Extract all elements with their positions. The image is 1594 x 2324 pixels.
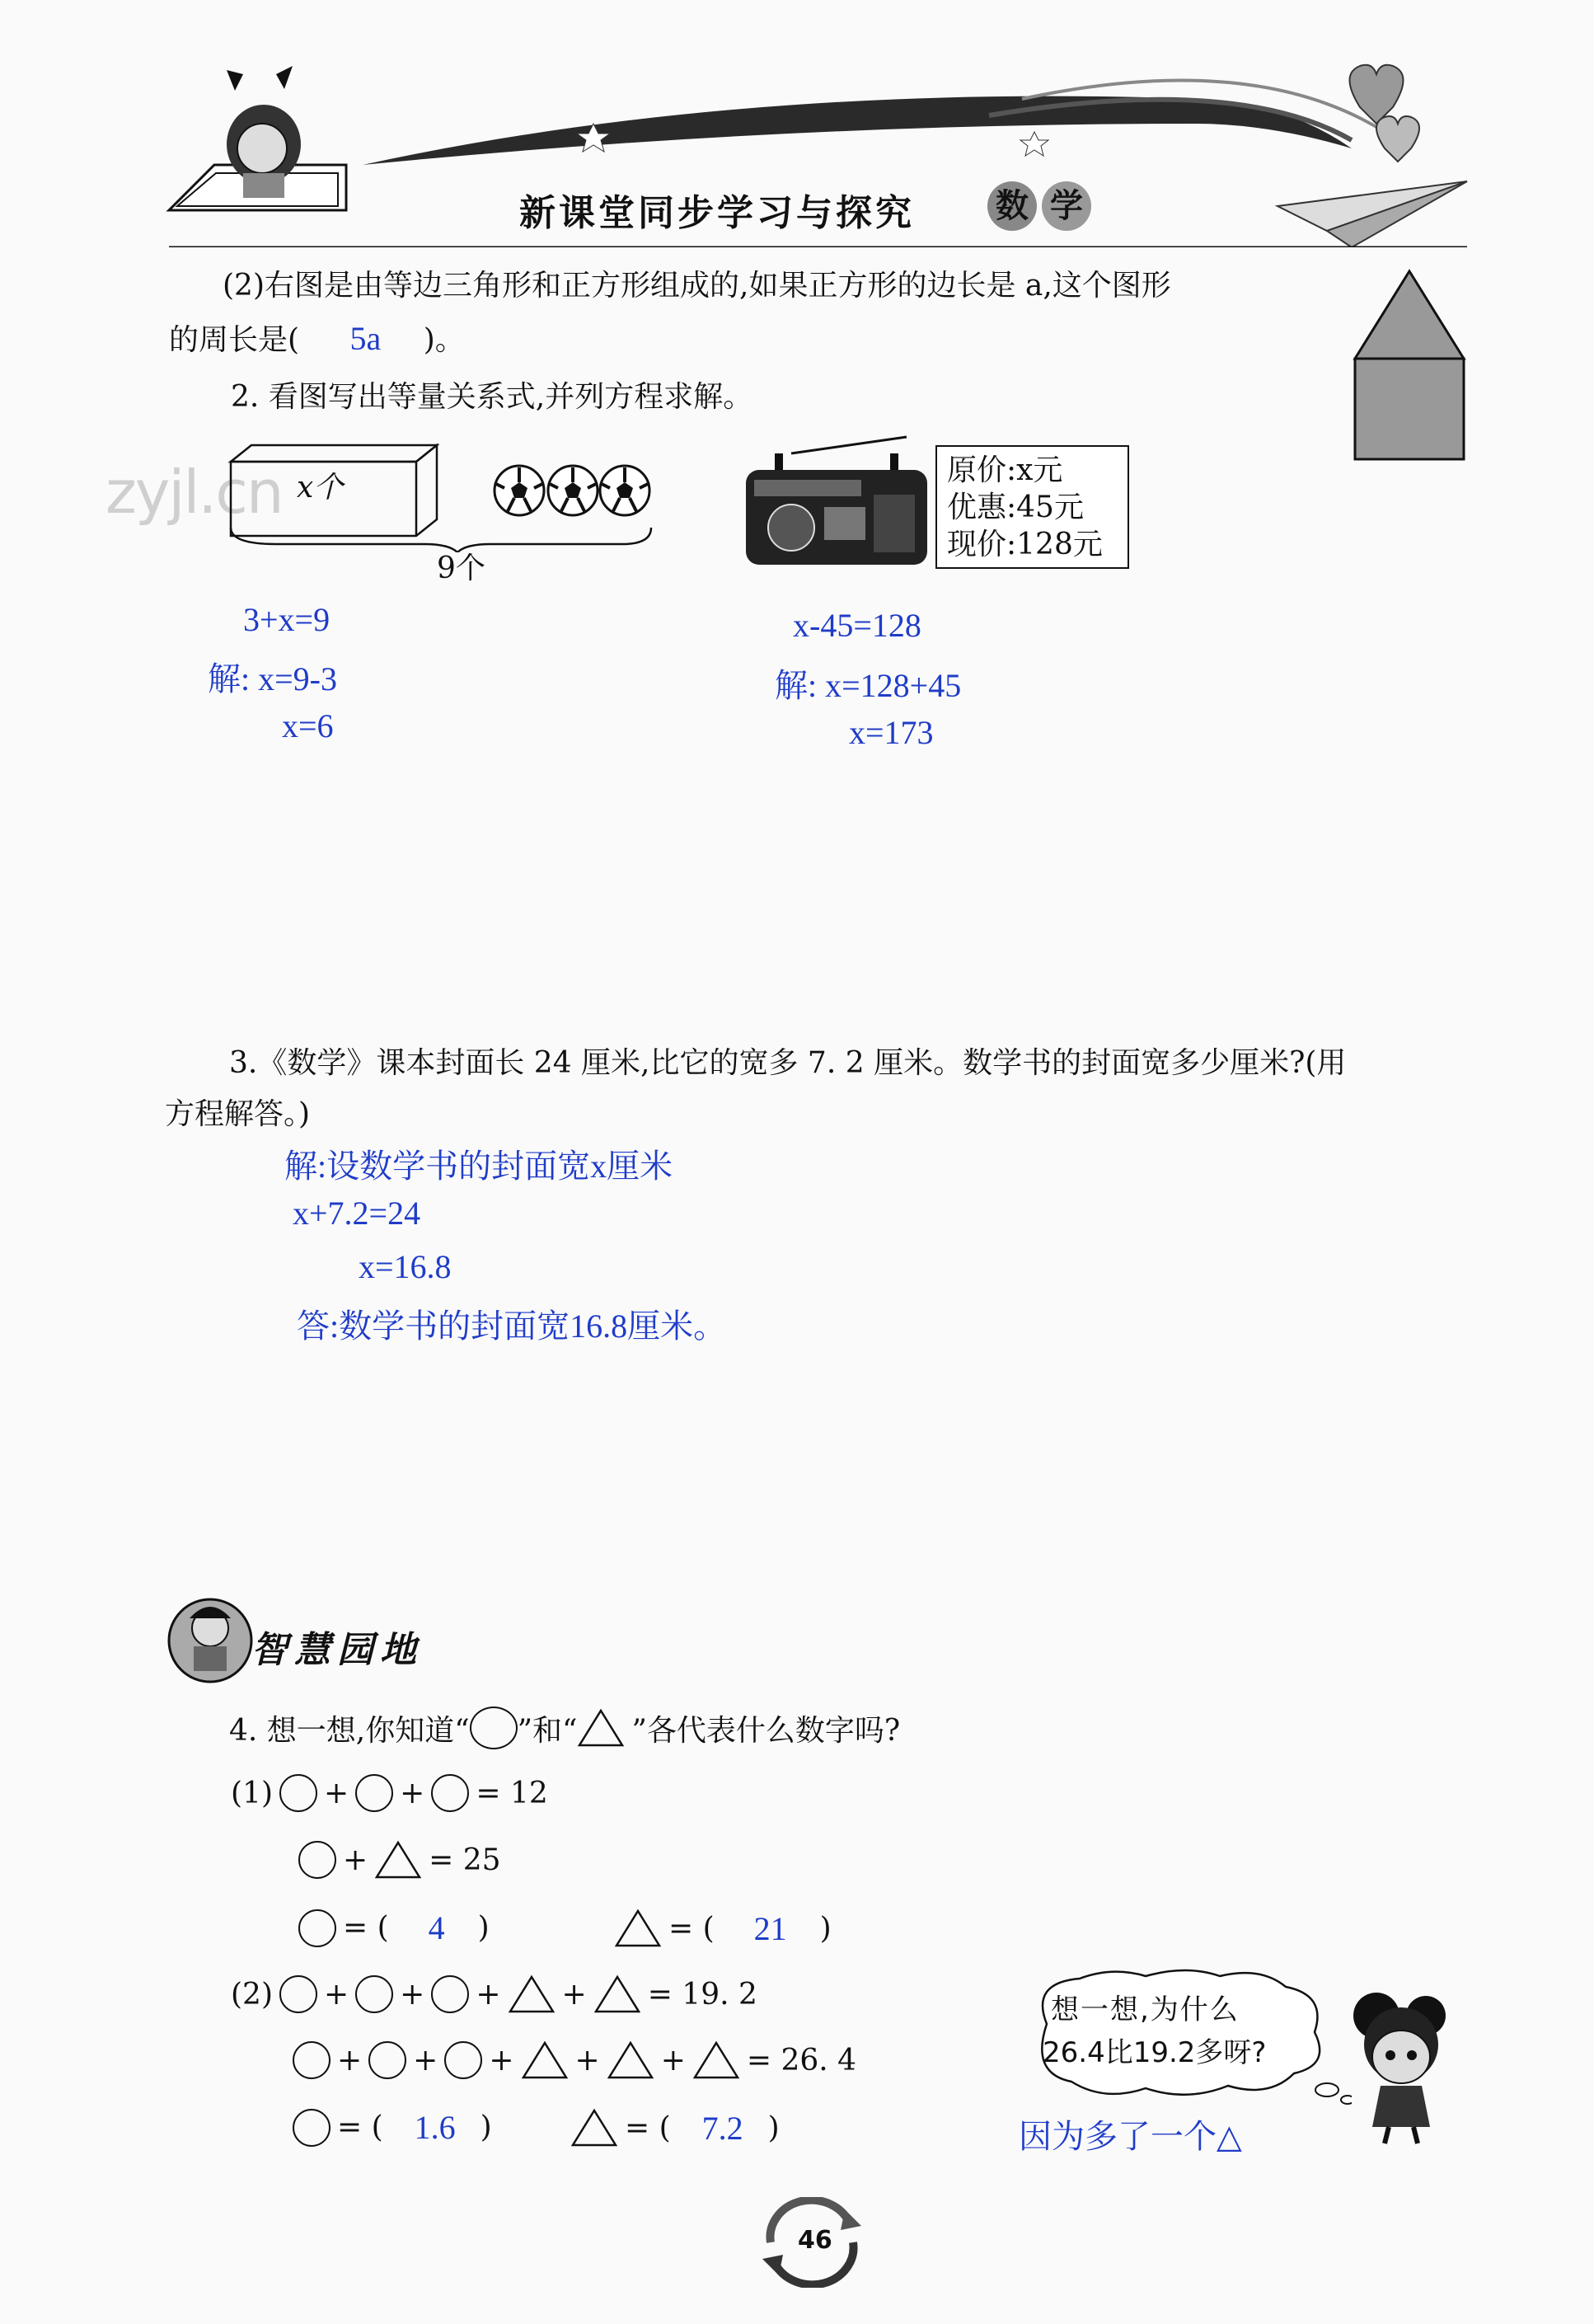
hearts-plane-icon: [1278, 65, 1467, 247]
watermark: zyjl.cn: [105, 458, 283, 527]
triangle-icon: [570, 2108, 618, 2148]
q2-left-answer-2: 解: x=9-3: [208, 660, 337, 697]
q4-p2-eq1-rhs: = 19. 2: [647, 1977, 757, 2012]
plus-sign: +: [476, 1977, 501, 2012]
q4-p1-triangle-answer-row: [614, 1908, 838, 1948]
q2-2-prefix: 的周长是(: [169, 323, 300, 357]
triangle-icon: [593, 1974, 641, 2014]
q2-prompt: 2. 看图写出等量关系式,并列方程求解。: [231, 380, 753, 414]
equals-open: = (: [625, 2110, 671, 2145]
page-header: [0, 0, 1594, 247]
circle-icon: [279, 1774, 317, 1812]
q4-p1-circle-answer: 4: [428, 1909, 445, 1946]
q4-p2-eq2: [293, 2040, 863, 2080]
q2-right-answer-1: x-45=128: [793, 607, 921, 644]
triangle-symbol-icon: [577, 1708, 625, 1748]
plus-sign: +: [413, 2043, 438, 2078]
circle-icon: [368, 2041, 406, 2079]
price-box: [935, 445, 1129, 569]
subject-char-2: 学: [1042, 181, 1091, 231]
triangle-icon: [607, 2040, 654, 2080]
q2-left-answer-3: x=6: [282, 707, 334, 744]
q2-left-answer-1: 3+x=9: [243, 601, 331, 638]
plus-sign: +: [561, 1977, 587, 2012]
plus-sign: +: [324, 1977, 349, 2012]
close-paren: ): [767, 2110, 780, 2145]
plus-sign: +: [489, 2043, 514, 2078]
boy-thinking-icon: [165, 1595, 256, 1686]
plus-sign: +: [574, 2043, 600, 2078]
triangle-icon: [521, 2040, 569, 2080]
q4-p1-eq1: [231, 1774, 555, 1812]
equals-open: = (: [337, 2110, 383, 2144]
q4-p1-eq2: [298, 1840, 508, 1880]
circle-icon: [444, 2041, 482, 2079]
plus-sign: +: [660, 2043, 686, 2078]
equals-open: = (: [668, 1911, 715, 1946]
close-paren: ): [819, 1911, 832, 1946]
circle-icon: [279, 1975, 317, 2013]
subject-badge: [987, 181, 1091, 231]
circle-icon: [431, 1774, 469, 1812]
brace-label: 9个: [437, 552, 485, 585]
bubble-line-2: 26.4比19.2多呀?: [1043, 2036, 1267, 2069]
price-current: 现价:128元: [947, 528, 1103, 561]
soccer-ball-icon: [548, 466, 598, 515]
q3-answer-2: x+7.2=24: [293, 1195, 421, 1232]
plus-sign: +: [343, 1843, 368, 1877]
bubble-answer: 因为多了一个△: [1019, 2118, 1242, 2156]
girl-reading-icon: [169, 66, 346, 210]
equals-open: = (: [343, 1911, 389, 1945]
close-paren: ): [477, 1911, 490, 1945]
q3-line1: 3.《数学》课本封面长 24 厘米,比它的宽多 7. 2 厘米。数学书的封面宽多少厘米?(用: [229, 1046, 1347, 1080]
radio-icon: [742, 429, 931, 569]
plus-sign: +: [400, 1977, 425, 2012]
q4-prompt: [229, 1707, 907, 1749]
triangle-icon: [508, 1974, 556, 2014]
girl-thinking-icon: [1331, 1983, 1463, 2148]
q3-answer-4: 答:数学书的封面宽16.8厘米。: [297, 1308, 727, 1345]
header-title: 新课堂同步学习与探究: [519, 192, 915, 234]
q4-p1-circle-answer-row: [298, 1908, 496, 1947]
q2-2-answer: 5a: [349, 320, 382, 357]
q4-p1-triangle-answer: 21: [753, 1909, 787, 1947]
triangle-icon: [692, 2040, 740, 2080]
close-paren: ): [480, 2110, 492, 2144]
circle-icon: [355, 1975, 393, 2013]
q4-p2-eq2-rhs: = 26. 4: [746, 2043, 857, 2078]
q4-p2-triangle-answer-row: [570, 2108, 786, 2148]
q4-p1-label: (1): [231, 1776, 273, 1810]
q4-p1-eq2-rhs: = 25: [429, 1843, 501, 1877]
q2-right-answer-2: 解: x=128+45: [775, 667, 962, 704]
price-original: 原价:x元: [947, 453, 1063, 487]
subject-char-1: 数: [987, 181, 1037, 231]
soccer-ball-icon: [600, 466, 649, 515]
q4-p2-eq1: [231, 1974, 764, 2014]
q3-answer-3: x=16.8: [359, 1248, 452, 1285]
plus-sign: +: [337, 2043, 363, 2078]
q4-p2-label: (2): [231, 1977, 273, 2012]
q4-prompt-post: ”各代表什么数字吗?: [631, 1713, 901, 1748]
q3-answer-1: 解:设数学书的封面宽x厘米: [284, 1148, 673, 1185]
plus-sign: +: [324, 1776, 349, 1810]
q2-2-line2: [169, 319, 465, 359]
triangle-icon: [374, 1840, 422, 1880]
circle-icon: [298, 1909, 336, 1947]
house-shape-figure: [1352, 268, 1467, 466]
q4-prompt-pre: 4. 想一想,你知道“: [229, 1713, 470, 1748]
section-title: 智慧园地: [251, 1629, 423, 1671]
plus-sign: +: [400, 1776, 425, 1810]
box-balls-figure: [227, 437, 672, 552]
circle-symbol-icon: [470, 1707, 518, 1749]
circle-icon: [293, 2109, 331, 2147]
bubble-line-1: 想一想,为什么: [1051, 1993, 1240, 2026]
circle-icon: [431, 1975, 469, 2013]
q4-p1-eq1-rhs: = 12: [476, 1776, 548, 1810]
q2-2-suffix: )。: [423, 323, 465, 357]
circle-icon: [298, 1841, 336, 1879]
q4-p2-circle-answer-row: [293, 2108, 499, 2147]
triangle-icon: [614, 1908, 662, 1948]
soccer-ball-icon: [495, 466, 544, 515]
q4-p2-circle-answer: 1.6: [414, 2109, 456, 2146]
q2-2-line1: (2)右图是由等边三角形和正方形组成的,如果正方形的边长是 a,这个图形: [223, 269, 1171, 303]
circle-icon: [293, 2041, 331, 2079]
q4-prompt-mid: ”和“: [517, 1713, 578, 1748]
circle-icon: [355, 1774, 393, 1812]
q3-line2: 方程解答。): [165, 1097, 311, 1131]
q2-right-answer-3: x=173: [849, 714, 934, 751]
page-number: 46: [798, 2226, 832, 2255]
price-discount: 优惠:45元: [947, 491, 1084, 524]
q4-p2-triangle-answer: 7.2: [701, 2109, 743, 2147]
box-label: x个: [297, 471, 344, 505]
